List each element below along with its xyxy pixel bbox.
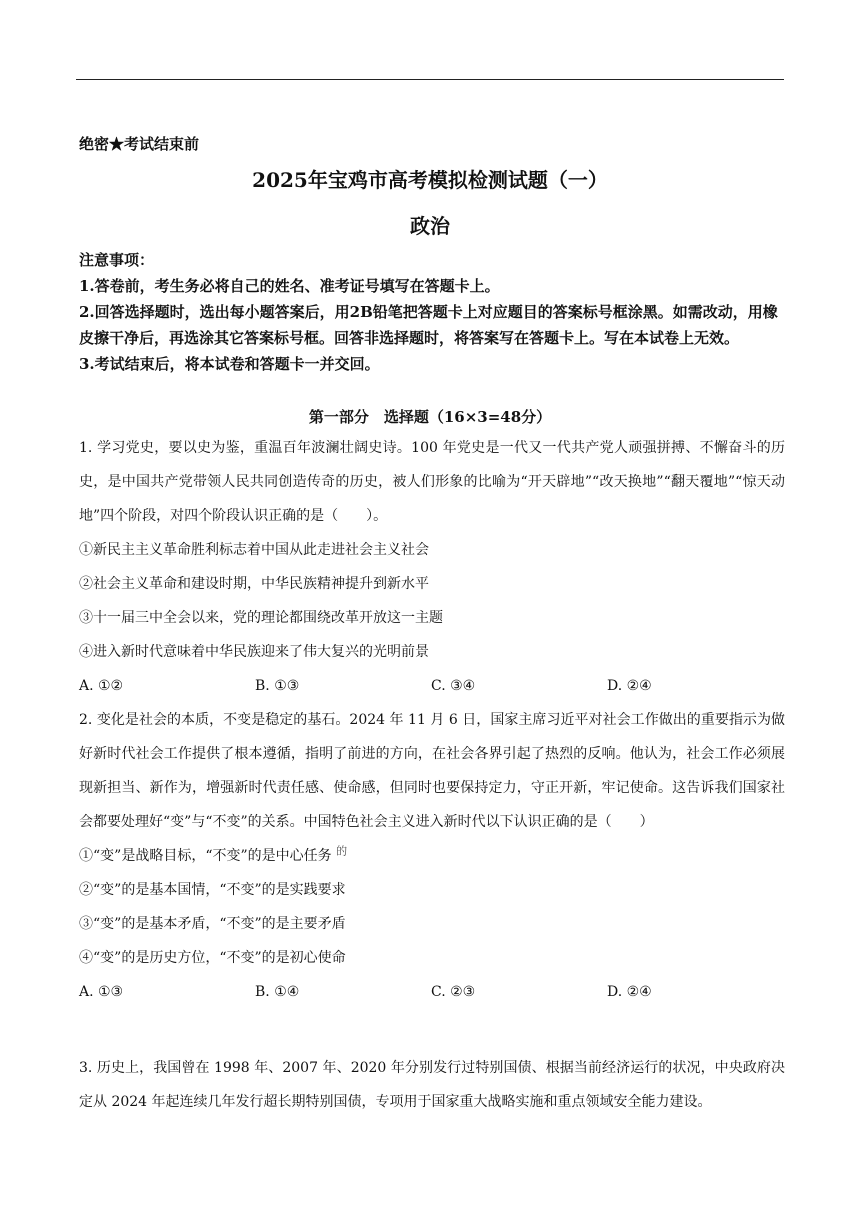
statement-item: ④进入新时代意味着中华民族迎来了伟大复兴的光明前景 — [79, 644, 429, 660]
statement-item: ③“变”的是基本矛盾，“不变”的是主要矛盾 — [79, 916, 346, 932]
option-a[interactable]: A. ①③ — [79, 984, 124, 1000]
option-b[interactable]: B. ①④ — [255, 984, 300, 1000]
instruction-item: 1.答卷前，考生务必将自己的姓名、准考证号填写在答题卡上。 — [79, 277, 500, 295]
question-1 — [79, 431, 785, 703]
confidential-label: 绝密★考试结束前 — [79, 135, 200, 153]
statement-item: ③十一届三中全会以来，党的理论都围绕改革开放这一主题 — [79, 610, 443, 626]
exam-title: 2025年宝鸡市高考模拟检测试题（一） — [252, 168, 608, 192]
statement-item: ①新民主主义革命胜利标志着中国从此走进社会主义社会 — [79, 542, 429, 558]
question-stem: 2. 变化是社会的本质，不变是稳定的基石。2024 年 11 月 6 日，国家主席习近平对社会工作做出的重要指示为做好新时代社会工作提供了根本遵循，指明了前进的方向，在社会各界引起了热烈的反响。他认为，社会工作必须展现新担当、新作为，增强新时代责任感、使命感，但同时也要保持定力，守正开新，牢记使命。这告诉我们国家社会都要处理好“变”与“不变”的关系。中国特色社会主义进入新时代以下认识正确的是（ ） — [79, 712, 785, 830]
question-stem: 1. 学习党史，要以史为鉴，重温百年波澜壮阔史诗。100 年党史是一代又一代共产党人顽强拼搏、不懈奋斗的历史，是中国共产党带领人民共同创造传奇的历史，被人们形象的比喻为“开天辟地”“改天换地”“翻天覆地”“惊天动地”四个阶段，对四个阶段认识正确的是（ ）。 — [79, 440, 785, 524]
statement-item: ②社会主义革命和建设时期，中华民族精神提升到新水平 — [79, 576, 429, 592]
instruction-item: 2.回答选择题时，选出每小题答案后，用2B铅笔把答题卡上对应题目的答案标号框涂黑。如需改动，用橡皮擦干净后，再选涂其它答案标号框。回答非选择题时，将答案写在答题卡上。写在本试卷上无效。 — [79, 303, 778, 347]
instruction-item: 3.考试结束后，将本试卷和答题卡一并交回。 — [79, 355, 380, 373]
statement-item-text: ①“变”是战略目标，“不变”的是中心任务 — [79, 848, 332, 864]
option-b[interactable]: B. ①③ — [255, 678, 300, 694]
option-d[interactable]: D. ②④ — [607, 984, 652, 1000]
option-c[interactable]: C. ②③ — [431, 984, 476, 1000]
statement-item — [79, 839, 785, 873]
section-heading: 第一部分 选择题（16×3=48分） — [308, 408, 552, 426]
statement-item: ②“变”的是基本国情，“不变”的是实践要求 — [79, 882, 346, 898]
answer-options — [79, 975, 785, 1009]
statement-item: ④“变”的是历史方位，“不变”的是初心使命 — [79, 950, 346, 966]
stray-mark: 的 — [336, 844, 348, 858]
option-d[interactable]: D. ②④ — [607, 678, 652, 694]
option-a[interactable]: A. ①② — [79, 678, 124, 694]
top-divider — [76, 79, 784, 80]
option-c[interactable]: C. ③④ — [431, 678, 476, 694]
question-stem: 3. 历史上，我国曾在 1998 年、2007 年、2020 年分别发行过特别国债、根据当前经济运行的状况，中央政府决定从 2024 年起连续几年发行超长期特别国债，专项用于国家重大战略实施和重点领域安全能力建设。 — [79, 1060, 785, 1110]
instructions-heading: 注意事项： — [79, 251, 155, 269]
question-3 — [79, 1051, 785, 1119]
instructions — [79, 247, 785, 377]
subject-title: 政治 — [410, 214, 450, 238]
question-2 — [79, 703, 785, 1009]
answer-options — [79, 669, 785, 703]
